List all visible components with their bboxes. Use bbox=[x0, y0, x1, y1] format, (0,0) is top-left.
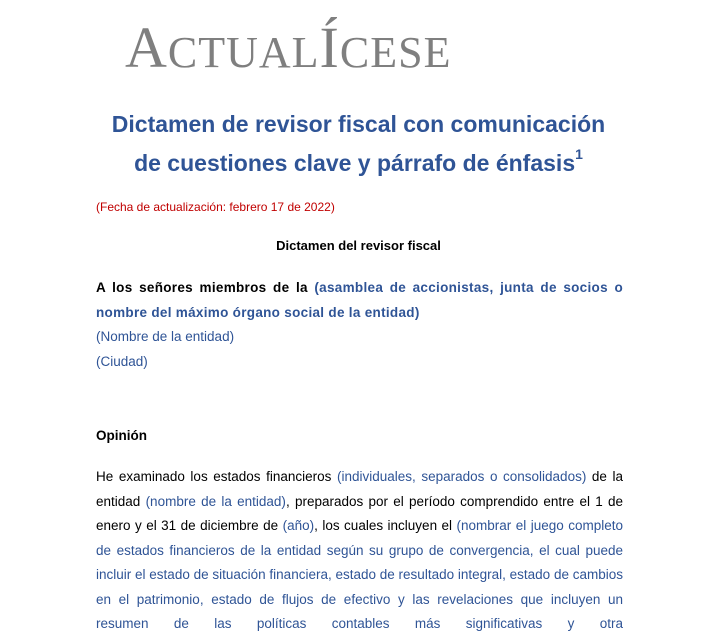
section-subtitle: Dictamen del revisor fiscal bbox=[276, 238, 441, 253]
footnote-marker[interactable]: 1 bbox=[575, 146, 583, 162]
actualicese-logo: ACTUALÍCESE bbox=[125, 15, 452, 80]
opinion-paragraph: He examinado los estados financieros (individuales, separados o consolidados) de la entidad (nombre de la entidad), preparados por el período comprendido entre el 1 de enero y el 31 de diciembre de (año), los cuales incluyen el (nombrar el juego completo de estados financieros de la entidad según su grupo de convergencia, el cual puede incluir el estado de situación financiera, estado de resultado integral, estado de cambios en el patrimonio, estado de flujos de efectivo y las revelaciones que incluyen un resumen de las políticas contables más significativas y otra bbox=[96, 469, 623, 631]
entity-name-placeholder: (Nombre de la entidad) bbox=[96, 329, 235, 344]
opinion-heading: Opinión bbox=[96, 428, 147, 443]
document-title-line-2: de cuestiones clave y párrafo de énfasis$^1$ bbox=[134, 146, 583, 176]
update-date-note: (Fecha de actualización: febrero 17 de 2022) bbox=[96, 200, 335, 214]
document-title-line-1: Dictamen de revisor fiscal con comunicación bbox=[111, 111, 606, 137]
addressee-paragraph: A los señores miembros de la (asamblea de accionistas, junta de socios o nombre del máximo órgano social de la entidad) bbox=[96, 280, 623, 320]
city-placeholder: (Ciudad) bbox=[96, 354, 148, 369]
